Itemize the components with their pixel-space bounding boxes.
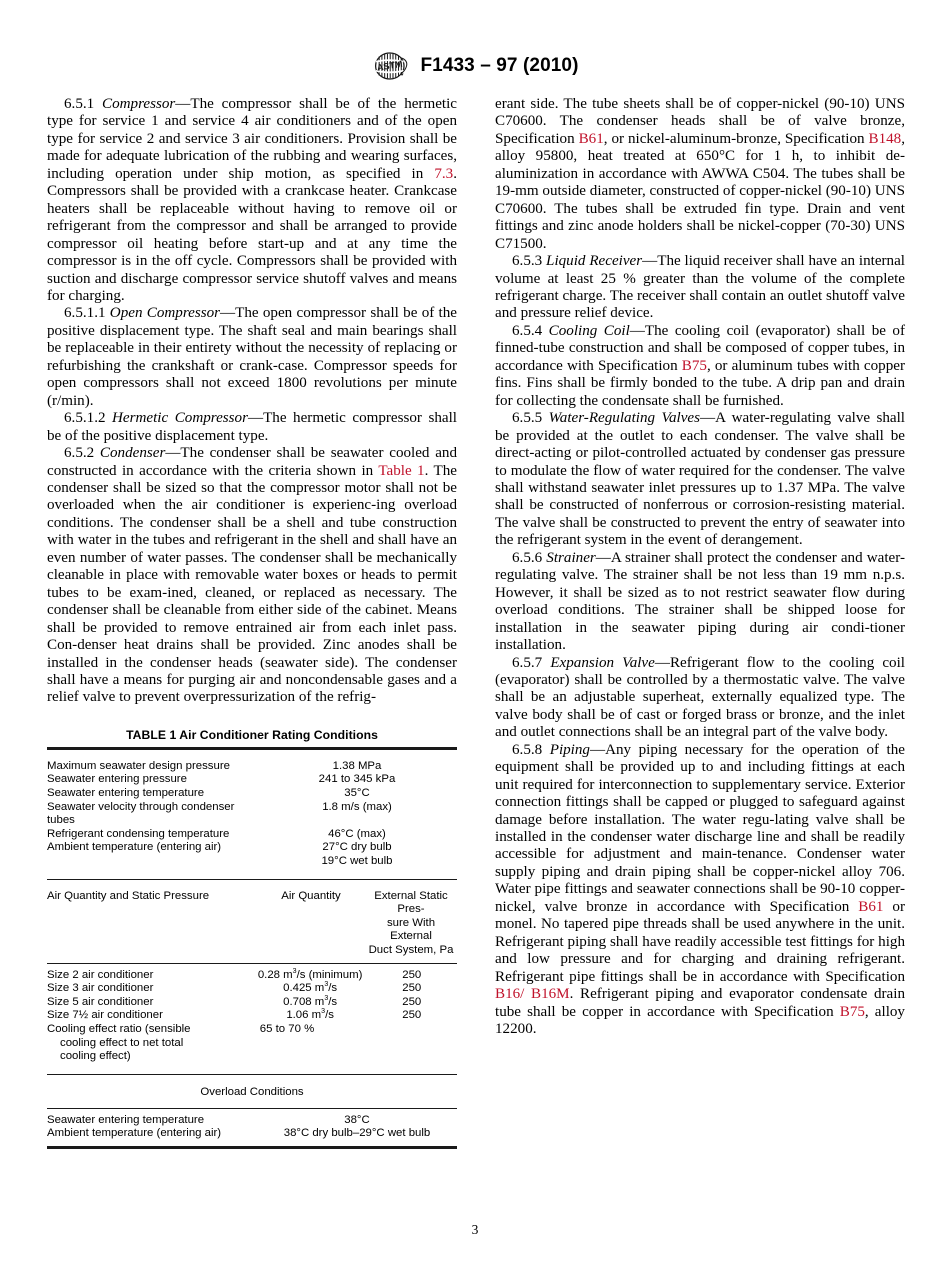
section-number: 6.5.6 bbox=[512, 549, 547, 566]
qty-prefix: 0.28 m bbox=[257, 968, 293, 981]
table-1-section-rating bbox=[47, 760, 457, 869]
table-1-air-quantity-rows bbox=[47, 969, 457, 1064]
cell-label: Ambient temperature (entering air) bbox=[47, 841, 222, 854]
paragraph-6-5-3: 6.5.3 Liquid Receiver—The liquid receiver shall have an internal volume at least 25 % greater than the volume of the complete refrigerant charge. The receiver shall contain an outlet shutoff valve and pressure relief device. bbox=[495, 253, 905, 322]
qty-exponent: 3 bbox=[321, 1008, 326, 1016]
table-row bbox=[47, 841, 457, 855]
standard-designation: F1433 – 97 (2010) bbox=[420, 55, 579, 76]
section-title: Liquid Receiver bbox=[546, 253, 643, 270]
spec-reference-link-b75[interactable]: B75 bbox=[681, 357, 707, 374]
cell-label bbox=[47, 855, 257, 869]
cell-label: Seawater entering temperature bbox=[47, 1113, 205, 1126]
table-1-title: TABLE 1 Air Conditioner Rating Conditions bbox=[126, 727, 378, 742]
header-line-1: External Static Pres- bbox=[374, 889, 448, 916]
cell-label: Seawater velocity through condenser tubes bbox=[47, 800, 235, 827]
astm-logo-icon bbox=[371, 51, 411, 81]
cell-label: Seawater entering pressure bbox=[47, 773, 187, 786]
cell-value: 27°C dry bulb bbox=[322, 841, 392, 854]
table-1-section-air-quantity bbox=[47, 890, 457, 958]
cell-value: 46°C (max) bbox=[328, 827, 386, 840]
cell-label: Seawater entering temperature bbox=[47, 787, 205, 800]
two-column-body bbox=[47, 96, 905, 1149]
qty-suffix: /s bbox=[328, 995, 338, 1008]
table-row bbox=[47, 760, 457, 774]
svg-text:ASTM: ASTM bbox=[376, 58, 404, 73]
table-row bbox=[47, 801, 457, 828]
section-title: Expansion Valve bbox=[550, 654, 655, 671]
cell-label bbox=[47, 1050, 254, 1064]
table-row bbox=[47, 1127, 457, 1141]
section-number: 6.5.1.2 bbox=[64, 410, 113, 427]
table-row bbox=[47, 982, 457, 996]
right-column bbox=[495, 96, 905, 1149]
table-row bbox=[47, 996, 457, 1010]
section-title: Condenser bbox=[99, 445, 166, 462]
page-header bbox=[0, 0, 950, 88]
overload-conditions-title: Overload Conditions bbox=[200, 1085, 304, 1098]
cell-air-quantity bbox=[254, 982, 367, 996]
paragraph-6-5-1: 6.5.1 Compressor—The compressor shall be of the hermetic type for service 1 and service 4 air conditioners and of the open type for service 2 and service 3 air conditioners. Provision shall be made for adequate lubrication of the rubbing and wearing surfaces, including operation under ship motion, as specified in 7.3. Compressors shall be provided with a crankcase heater. Crankcase heaters shall be replaceable without having to remove oil or refrigerant from the compressor and shall be arranged to provide compressor oil heating before start-up and at any time the compressor is in the off cycle. Compressors shall be provided with suction and discharge compressor service shutoff valves and means for charging. bbox=[47, 96, 457, 304]
cell-external-static-pressure: 250 bbox=[402, 968, 422, 981]
cell-label: Size 2 air conditioner bbox=[47, 968, 154, 981]
table-row bbox=[47, 828, 457, 842]
section-number: 6.5.4 bbox=[512, 322, 549, 339]
cell-air-quantity bbox=[254, 1037, 367, 1051]
cell-air-quantity bbox=[254, 996, 367, 1010]
page-number: 3 bbox=[471, 1222, 479, 1237]
column-header-external-static-pressure bbox=[365, 890, 457, 958]
header-line-2: sure With External bbox=[386, 916, 436, 943]
paragraph-6-5-8: 6.5.8 Piping—Any piping necessary for the operation of the equipment shall be provided up to and including fittings at each unit required for interconnection to supplementary service. Exterior connection fittings shall be capped or plugged to safeguard against damage before installation. The water regu-lating valve shall be installed in the condenser water discharge line and shall be readily accessible for adjustment and main-tenance. Condenser water supply piping and drain piping shall be copper-nickel alloy 706. Water pipe fittings and seawater connections shall be 90-10 copper-nickel, valve bronze in accordance with Specification B61 or monel. No tapered pipe threads shall be used anywhere in the unit. Refrigerant piping shall have readily accessible test fittings for high and low pressure and for charging and draining refrigerant. Refrigerant pipe fittings shall be in accordance with Specification B16/ B16M. Refrigerant piping and evaporator condensate drain tube shall be copper in accordance with Specification B75, alloy 12200. bbox=[495, 741, 905, 1038]
table-row bbox=[47, 969, 457, 983]
cell-external-static-pressure bbox=[367, 1037, 458, 1051]
cell-air-quantity bbox=[254, 1009, 367, 1023]
paragraph-6-5-5: 6.5.5 Water-Regulating Valves—A water-regulating valve shall be provided at the outlet to each condenser. The valve shall be direct-acting or pilot-controlled actuated by condenser gas pressure to modulate the flow of water required for the condenser. The valve shall withstand seawater inlet pressures up to 1.37 MPa. The valve shall be constructed of nonferrous or corrosion-resisting material. The valve shall be constructed to prevent the entry of seawater into the refrigerant system in the event of derangement. bbox=[495, 410, 905, 549]
table-row bbox=[47, 1114, 457, 1128]
section-number: 6.5.3 bbox=[512, 253, 547, 270]
table-row bbox=[47, 787, 457, 801]
table-row bbox=[47, 855, 457, 869]
spec-reference-link-b75-2[interactable]: B75 bbox=[839, 1003, 865, 1020]
cell-value: 38°C dry bulb–29°C wet bulb bbox=[283, 1127, 431, 1140]
spec-reference-link-b148[interactable]: B148 bbox=[868, 130, 902, 147]
section-title: Compressor bbox=[102, 96, 176, 112]
section-number: 6.5.8 bbox=[512, 741, 550, 758]
paragraph-6-5-2: 6.5.2 Condenser—The condenser shall be seawater cooled and constructed in accordance with the criteria shown in Table 1. The condenser shall be sized so that the compressor motor shall not be overloaded when the air conditioner is experienc-ing overload conditions. The condenser shall be a shell and tube construction with water in the tubes and refrigerant in the shell and shall have an even number of water passes. The condenser shall be mechanically cleanable in place with removable water boxes or heads to permit tubes to be exam-ined, cleaned, or replaced as necessary. The condenser shall be cleanable from either side of the cabinet. Means shall be provided to remove entrained air from each inlet pass. Con-denser heat drains shall be provided. Zinc anodes shall be installed in the condenser heads (seawater side). The condenser shall have a means for purging air and noncondensable gases and a relief valve to prevent overpressurization of the refrig- bbox=[47, 445, 457, 706]
paragraph-6-5-2-continued: erant side. The tube sheets shall be of copper-nickel (90-10) UNS C70600. The condenser heads shall be of valve bronze, Specification B61, or nickel-aluminum-bronze, Specification B148, alloy 95800, heat treated at 650°C for 1 h, to inhibit de-aluminization in accordance with AWWA C504. The tubes shall be 19-mm outside diameter, constructed of copper-nickel (90-10) UNS C70600. The tubes shall be extruded fin type. Drain and vent fittings and zinc anode holders shall be nickel-copper (70-30) UNS C71500. bbox=[495, 96, 905, 252]
table-body-sizes bbox=[47, 969, 457, 1064]
table-bottom-rule bbox=[47, 1146, 457, 1149]
cell-external-static-pressure: 250 bbox=[402, 995, 422, 1008]
cell-label bbox=[47, 1037, 254, 1051]
cell-value: 38°C bbox=[344, 1113, 370, 1126]
section-title: Piping bbox=[549, 741, 590, 758]
qty-prefix: 0.425 m bbox=[283, 982, 325, 995]
section-title: Cooling Coil bbox=[548, 322, 630, 339]
cell-value: 241 to 345 kPa bbox=[318, 773, 396, 786]
section-title: Hermetic Compressor bbox=[112, 410, 248, 427]
cross-reference-link-table-1[interactable]: Table 1 bbox=[378, 462, 425, 479]
cell-label: Size 5 air conditioner bbox=[47, 995, 154, 1008]
qty-exponent: 3 bbox=[292, 967, 297, 975]
paragraph-6-5-4: 6.5.4 Cooling Coil—The cooling coil (evaporator) shall be of finned-tube construction and shall be composed of copper tubes, in accordance with Specification B75, or aluminum tubes with copper fins. Fins shall be firmly bonded to the tube. A drip pan and drain for collecting the condensate shall be furnished. bbox=[495, 322, 906, 409]
table-1-overload-rows bbox=[47, 1114, 457, 1141]
table-body-rating bbox=[47, 760, 457, 869]
spec-reference-link-b61-2[interactable]: B61 bbox=[858, 898, 884, 915]
section-number: 6.5.1.1 bbox=[64, 305, 110, 322]
qty-prefix: 1.06 m bbox=[286, 1009, 322, 1022]
section-title: Strainer bbox=[546, 549, 596, 566]
cell-value: 19°C wet bulb bbox=[321, 855, 393, 868]
qty-exponent: 3 bbox=[324, 994, 329, 1002]
qty-suffix: /s bbox=[328, 982, 338, 995]
cell-external-static-pressure bbox=[367, 1023, 458, 1037]
paragraph-6-5-7: 6.5.7 Expansion Valve—Refrigerant flow to the cooling coil (evaporator) shall be controlled by a thermostatic valve. The valve shall be an adjustable superheat, externally equalized type. The valve body shall be of cast or forged brass or bronze, and the inlet and outlet connections shall be an integral part of the valve body. bbox=[495, 654, 905, 741]
section-number: 6.5.5 bbox=[512, 410, 549, 427]
paragraph-6-5-6: 6.5.6 Strainer—A strainer shall protect the condenser and water-regulating valve. The strainer shall be not less than 19 mm n.p.s. However, it shall be sized as to not restrict seawater flow during overload conditions. The strainer shall be shipped loose for installation in the seawater piping during air condi-tioner installation. bbox=[495, 549, 905, 654]
cell-label: Cooling effect ratio (sensible bbox=[47, 1022, 191, 1035]
section-title: Open Compressor bbox=[109, 305, 221, 322]
cell-label: Size 7½ air conditioner bbox=[47, 1009, 163, 1022]
table-body-overload bbox=[47, 1114, 457, 1141]
cell-label: Refrigerant condensing temperature bbox=[47, 827, 230, 840]
column-header-air-quantity-static-pressure: Air Quantity and Static Pressure bbox=[47, 889, 210, 902]
cell-air-quantity bbox=[254, 1050, 367, 1064]
spec-reference-link-b16-b16m[interactable]: B16/ B16M bbox=[495, 986, 570, 1003]
section-number: 6.5.7 bbox=[512, 654, 551, 671]
qty-suffix: /s (minimum) bbox=[296, 968, 363, 981]
table-row bbox=[47, 1023, 457, 1037]
left-column bbox=[47, 96, 457, 1149]
section-title: Water-Regulating Valves bbox=[548, 410, 701, 427]
paragraph-6-5-1-2: 6.5.1.2 Hermetic Compressor—The hermetic compressor shall be of the positive displacement type. bbox=[47, 410, 457, 444]
cross-reference-link-7-3[interactable]: 7.3 bbox=[434, 165, 454, 182]
cell-air-quantity bbox=[254, 969, 367, 983]
spec-reference-link-b61[interactable]: B61 bbox=[578, 130, 604, 147]
cell-label-text: cooling effect to net total bbox=[60, 1036, 184, 1049]
table-1 bbox=[47, 728, 457, 1149]
table-row bbox=[47, 1009, 457, 1023]
cell-label: Maximum seawater design pressure bbox=[47, 759, 230, 772]
cell-value: 35°C bbox=[344, 787, 370, 800]
cell-label: Ambient temperature (entering air) bbox=[47, 1127, 222, 1140]
cell-external-static-pressure: 250 bbox=[402, 982, 422, 995]
header-line-3: Duct System, Pa bbox=[368, 943, 454, 956]
cell-air-quantity: 65 to 70 % bbox=[259, 1022, 315, 1035]
qty-prefix: 0.708 m bbox=[283, 995, 325, 1008]
section-number: 6.5.2 bbox=[64, 445, 100, 462]
cell-external-static-pressure: 250 bbox=[402, 1009, 422, 1022]
cell-value: 1.8 m/s (max) bbox=[322, 800, 392, 813]
qty-suffix: /s bbox=[325, 1009, 334, 1022]
qty-exponent: 3 bbox=[324, 981, 329, 989]
cell-label: Size 3 air conditioner bbox=[47, 982, 154, 995]
paragraph-6-5-1-1: 6.5.1.1 Open Compressor—The open compressor shall be of the positive displacement type. The shaft seal and main bearings shall be replaceable in their entirety without the necessity of replacing or refurbishing the crankshaft or crank-case. Compressor speeds for open compressors shall not exceed 1800 revolutions per minute (r/min). bbox=[47, 305, 458, 409]
cell-external-static-pressure bbox=[367, 1050, 458, 1064]
table-row bbox=[47, 773, 457, 787]
table-row bbox=[47, 1050, 457, 1064]
column-header-air-quantity: Air Quantity bbox=[281, 889, 341, 902]
table-body-air-quantity bbox=[47, 890, 457, 958]
section-number: 6.5.1 bbox=[64, 96, 103, 112]
cell-label-text: cooling effect) bbox=[60, 1050, 131, 1063]
cell-value: 1.38 MPa bbox=[332, 759, 382, 772]
table-header-row bbox=[47, 890, 457, 958]
table-row bbox=[47, 1037, 457, 1051]
